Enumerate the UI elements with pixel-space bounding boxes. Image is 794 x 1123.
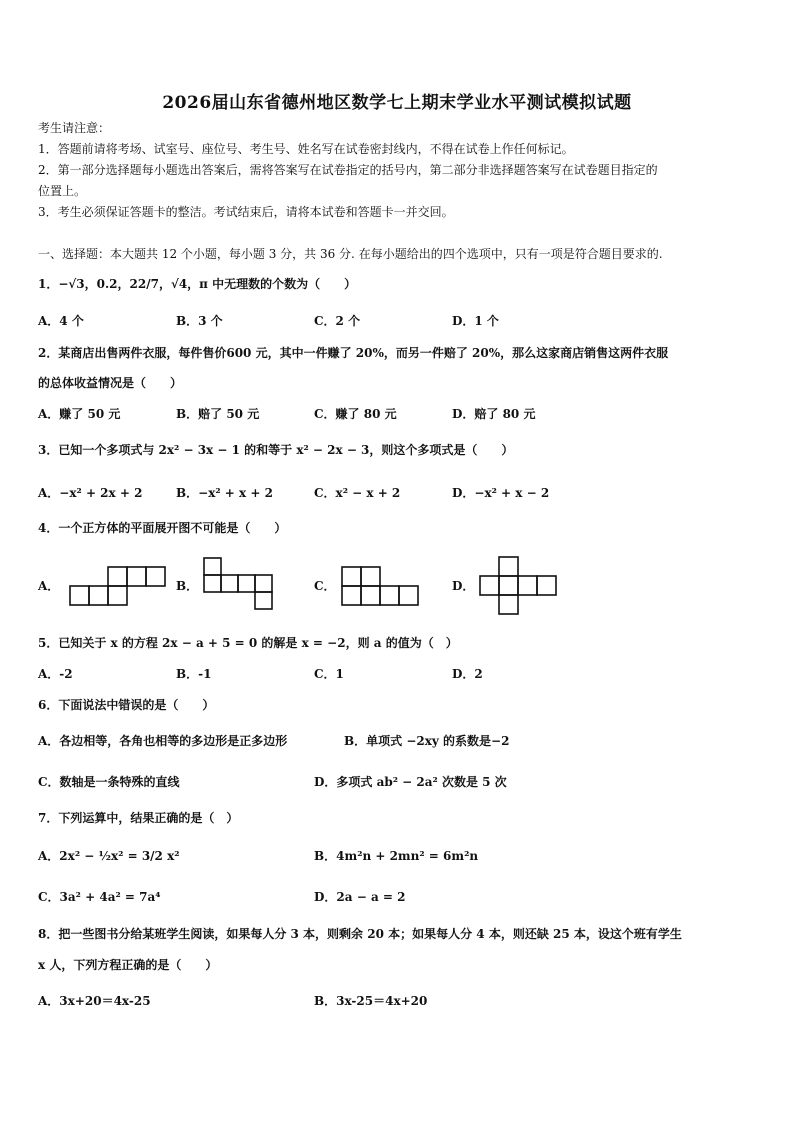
question-2-stem: 2．某商店出售两件衣服，每件售价600 元，其中一件赚了 20%，而另一件赔了 20%，那么这家商店销售这两件衣服 <box>38 346 669 360</box>
notice-item-3: 3．考生必须保证答题卡的整洁。考试结束后，请将本试卷和答题卡一并交回。 <box>38 205 454 219</box>
q5-option-c: C．1 <box>314 667 344 681</box>
q3-option-c: C．x² − x + 2 <box>314 486 401 500</box>
net-a-square <box>146 567 165 586</box>
cube-net-b <box>202 556 282 614</box>
net-c-square <box>342 567 361 586</box>
question-1-stem: 1．−√3，0.2，22/7，√4，π 中无理数的个数为（ ） <box>38 277 357 291</box>
q7-option-c: C．3a² + 4a² = 7a⁴ <box>38 890 161 904</box>
q2-option-c: C．赚了 80 元 <box>314 407 397 421</box>
section-heading: 一、选择题：本大题共 12 个小题，每小题 3 分，共 36 分. 在每小题给出的四个选项中，只有一项是符合题目要求的. <box>38 247 663 261</box>
q3-option-b: B．−x² + x + 2 <box>176 486 273 500</box>
net-c-square <box>380 586 399 605</box>
q6-option-d: D．多项式 ab² − 2a² 次数是 5 次 <box>314 775 507 789</box>
net-d-square <box>499 557 518 576</box>
q6-option-b: B．单项式 −2xy 的系数是−2 <box>344 734 510 748</box>
net-c-square <box>342 586 361 605</box>
q3-option-a: A．−x² + 2x + 2 <box>38 486 143 500</box>
q4-option-a: A． <box>38 579 60 593</box>
net-d-square <box>480 576 499 595</box>
net-d-square <box>499 595 518 614</box>
notice-item-2: 2．第一部分选择题每小题选出答案后，需将答案写在试卷指定的括号内，第二部分非选择题答案写在试卷题目指定的 <box>38 163 658 177</box>
q5-option-d: D．2 <box>452 667 483 681</box>
net-c-square <box>399 586 418 605</box>
q1-option-c: C．2 个 <box>314 314 361 328</box>
net-c-square <box>361 567 380 586</box>
q4-option-b: B． <box>176 579 199 593</box>
q4-option-c: C． <box>314 579 336 593</box>
q4-option-d: D． <box>452 579 475 593</box>
q6-option-a: A．各边相等，各角也相等的多边形是正多边形 <box>38 734 288 748</box>
question-4-stem: 4．一个正方体的平面展开图不可能是（ ） <box>38 521 287 535</box>
question-6-stem: 6．下面说法中错误的是（ ） <box>38 698 215 712</box>
notice-heading: 考生请注意： <box>38 121 111 135</box>
net-a-square <box>108 567 127 586</box>
net-b-square <box>255 575 272 592</box>
q2-option-d: D．赔了 80 元 <box>452 407 536 421</box>
question-7-stem: 7．下列运算中，结果正确的是（ ） <box>38 811 239 825</box>
net-a-square <box>108 586 127 605</box>
q1-option-b: B．3 个 <box>176 314 223 328</box>
q7-option-d: D．2a − a = 2 <box>314 890 406 904</box>
q8-option-a: A．3x+20＝4x-25 <box>38 994 151 1008</box>
net-b-square <box>238 575 255 592</box>
q2-option-a: A．赚了 50 元 <box>38 407 121 421</box>
q6-option-c: C．数轴是一条特殊的直线 <box>38 775 180 789</box>
net-d-square <box>537 576 556 595</box>
net-b-square <box>221 575 238 592</box>
question-5-stem: 5．已知关于 x 的方程 2x − a + 5 = 0 的解是 x = −2，则 a 的值为（ ） <box>38 636 458 650</box>
cube-net-a <box>68 564 168 608</box>
net-a-square <box>89 586 108 605</box>
q2-option-b: B．赔了 50 元 <box>176 407 260 421</box>
page-title: 2026届山东省德州地区数学七上期末学业水平测试模拟试题 <box>162 93 632 113</box>
q3-option-d: D．−x² + x − 2 <box>452 486 550 500</box>
net-b-square <box>204 575 221 592</box>
cube-net-d <box>478 555 562 615</box>
net-b-square <box>204 558 221 575</box>
notice-item-2-cont: 位置上。 <box>38 184 87 198</box>
q7-option-a: A．2x² − ½x² = 3/2 x² <box>38 849 180 863</box>
notice-item-1: 1．答题前请将考场、试室号、座位号、考生号、姓名写在试卷密封线内，不得在试卷上作任何标记。 <box>38 142 574 156</box>
net-c-square <box>361 586 380 605</box>
net-a-square <box>127 567 146 586</box>
q5-option-a: A．-2 <box>38 667 73 681</box>
question-2-stem-cont: 的总体收益情况是（ ） <box>38 376 183 390</box>
question-3-stem: 3．已知一个多项式与 2x² − 3x − 1 的和等于 x² − 2x − 3，则这个多项式是（ ） <box>38 443 514 457</box>
question-8-stem-cont: x 人，下列方程正确的是（ ） <box>38 958 218 972</box>
q1-option-d: D．1 个 <box>452 314 499 328</box>
cube-net-c <box>340 564 422 608</box>
net-d-square <box>499 576 518 595</box>
net-b-square <box>255 592 272 609</box>
net-d-square <box>518 576 537 595</box>
q1-option-a: A．4 个 <box>38 314 84 328</box>
net-a-square <box>70 586 89 605</box>
q8-option-b: B．3x-25＝4x+20 <box>314 994 428 1008</box>
question-8-stem: 8．把一些图书分给某班学生阅读，如果每人分 3 本，则剩余 20 本；如果每人分 4 本，则还缺 25 本，设这个班有学生 <box>38 927 682 941</box>
q5-option-b: B．-1 <box>176 667 212 681</box>
q7-option-b: B．4m²n + 2mn² = 6m²n <box>314 849 479 863</box>
